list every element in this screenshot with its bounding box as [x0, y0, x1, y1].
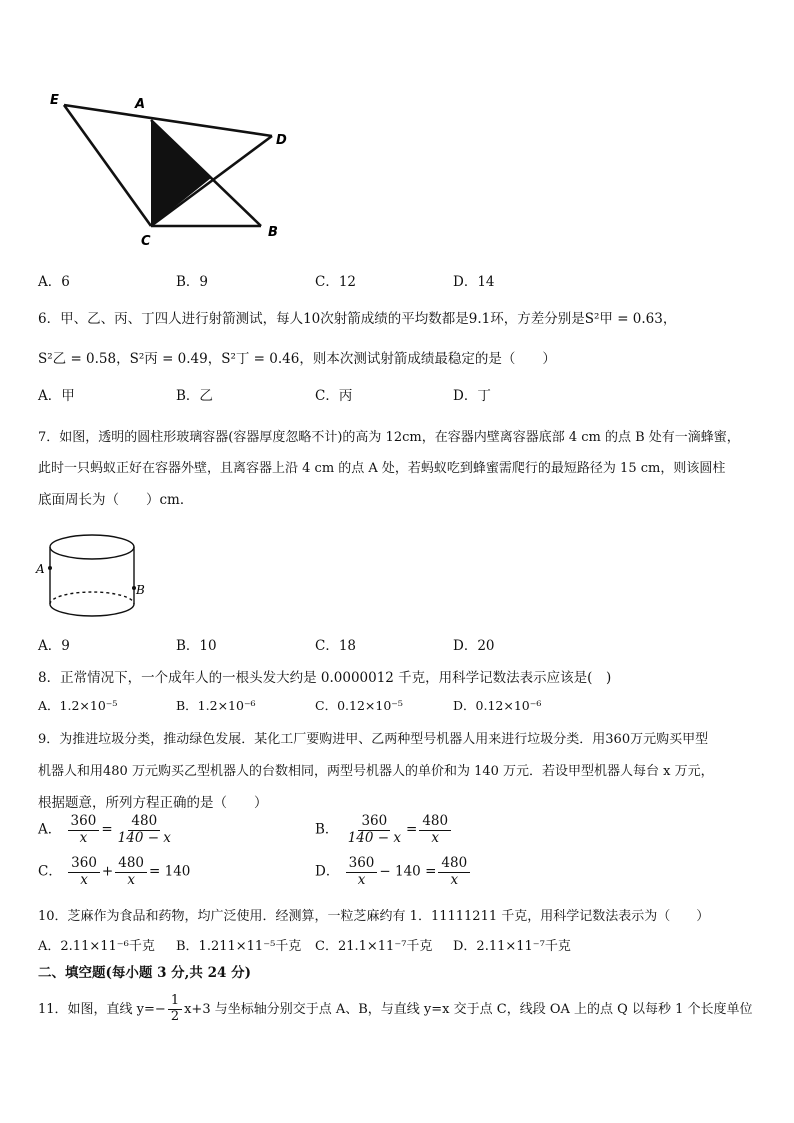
- q11-stem: 11．如图，直线 y=− $\frac{1}{2}$ x+3 与坐标轴分别交于点 A、B，与直线 y=x 交于点 C，线段 OA 上的点 Q 以每秒 1 个长度单位: [38, 993, 753, 1024]
- q10-option-b[interactable]: B．1.211×11⁻⁵千克: [176, 939, 302, 954]
- q6-stem-line1: [38, 307, 676, 327]
- q7-option-a[interactable]: A．9: [38, 638, 70, 654]
- q6-option-b[interactable]: B．乙: [176, 388, 213, 404]
- q10-stem: 10．芝麻作为食品和药物，均广泛使用．经测算，一粒芝麻约有 1．11111211 千克，用科学记数法表示为（ ）: [38, 909, 710, 924]
- option-label: D．: [315, 863, 340, 880]
- q7-stem-line3: 底面周长为（ ）cm．: [38, 492, 194, 508]
- fraction: $\frac{1}{2}$: [168, 994, 182, 1025]
- q6-option-c[interactable]: C．丙: [315, 388, 353, 404]
- q8-option-d[interactable]: D．0.12×10⁻⁶: [453, 698, 542, 713]
- triangle-figure: [40, 88, 300, 248]
- point-label-a: A: [135, 97, 146, 112]
- point-label-d: D: [276, 133, 287, 148]
- shaded-triangle: [151, 120, 211, 226]
- q8-option-c[interactable]: C．0.12×10⁻⁵: [315, 698, 403, 713]
- q9-option-b[interactable]: B． $\frac{360}{140 - x}$ = $\frac{480}{x}$: [315, 814, 453, 846]
- point-a-dot: [48, 566, 52, 570]
- q9-option-d[interactable]: D． $\frac{360}{x}$ − 140 = $\frac{480}{x}$: [315, 856, 472, 888]
- q6-variance-jia: S²甲 = 0.63，: [584, 311, 677, 327]
- cylinder-figure: [34, 530, 164, 620]
- q9-stem-line1: 9．为推进垃圾分类，推动绿色发展．某化工厂要购进甲、乙两种型号机器人用来进行垃圾分类．用360万元购买甲型: [38, 732, 709, 747]
- q8-stem: 8．正常情况下，一个成年人的一根头发大约是 0.0000012 千克，用科学记数法表示应该是( ): [38, 670, 612, 686]
- q10-option-a[interactable]: A．2.11×11⁻⁶千克: [38, 939, 155, 954]
- q5-option-a[interactable]: A．6: [38, 274, 70, 290]
- q9-option-c[interactable]: C． $\frac{360}{x}$ + $\frac{480}{x}$ = 140: [38, 855, 191, 888]
- q10-option-c[interactable]: C．21.1×11⁻⁷千克: [315, 939, 433, 954]
- option-label: A．: [38, 821, 62, 838]
- q6-option-a[interactable]: A．甲: [38, 388, 75, 404]
- cyl-label-a: A: [36, 562, 45, 576]
- q7-option-b[interactable]: B．10: [176, 638, 217, 654]
- option-label: B．: [315, 821, 339, 838]
- q9-stem-line3: 根据题意，所列方程正确的是（ ）: [38, 795, 268, 811]
- point-label-e: E: [50, 93, 59, 108]
- fraction: $\frac{360}{x}$: [346, 856, 378, 888]
- q8-option-b[interactable]: B．1.2×10⁻⁶: [176, 698, 256, 713]
- section-title: 二、填空题(每小题 3 分,共 24 分): [38, 965, 251, 981]
- q6-stem-line2: S²乙 = 0.58，S²丙 = 0.49，S²丁 = 0.46，则本次测试射箭成绩最稳定的是（ ）: [38, 351, 556, 367]
- q9-option-a[interactable]: A． $\frac{360}{x}$ = $\frac{480}{140 - x}$: [38, 814, 176, 846]
- fraction: $\frac{480}{x}$: [115, 856, 147, 888]
- fraction: $\frac{360}{140 - x}$: [347, 813, 401, 846]
- q5-option-d[interactable]: D．14: [453, 274, 495, 290]
- q5-option-b[interactable]: B．9: [176, 274, 209, 290]
- fraction: $\frac{480}{x}$: [419, 814, 451, 846]
- q7-stem-line1: 7．如图，透明的圆柱形玻璃容器(容器厚度忽略不计)的高为 12cm，在容器内壁离容器底部 4 cm 的点 B 处有一滴蜂蜜，: [38, 430, 740, 445]
- q7-stem-line2: 此时一只蚂蚁正好在容器外壁，且离容器上沿 4 cm 的点 A 处，若蚂蚁吃到蜂蜜需爬行的最短路径为 15 cm，则该圆柱: [38, 461, 726, 476]
- q9-stem-line2: 机器人和用480 万元购买乙型机器人的台数相同，两型号机器人的单价和为 140 万元．若设甲型机器人每台 x 万元，: [38, 764, 714, 779]
- fraction: $\frac{480}{x}$: [438, 856, 470, 888]
- point-label-b: B: [268, 225, 278, 240]
- cyl-label-b: B: [136, 583, 145, 597]
- q7-option-c[interactable]: C．18: [315, 638, 357, 654]
- fraction: $\frac{360}{x}$: [68, 856, 100, 888]
- q10-option-d[interactable]: D．2.11×11⁻⁷千克: [453, 939, 571, 954]
- option-label: C．: [38, 863, 62, 880]
- q5-option-c[interactable]: C．12: [315, 274, 357, 290]
- fraction: $\frac{360}{x}$: [68, 814, 100, 846]
- q6-text: 6．甲、乙、丙、丁四人进行射箭测试，每人10次射箭成绩的平均数都是9.1环，方差分别是: [38, 311, 585, 327]
- q8-option-a[interactable]: A．1.2×10⁻⁵: [38, 698, 118, 713]
- fraction: $\frac{480}{140 - x}$: [117, 813, 171, 846]
- q7-option-d[interactable]: D．20: [453, 638, 495, 654]
- q6-option-d[interactable]: D．丁: [453, 388, 491, 404]
- point-label-c: C: [141, 234, 151, 249]
